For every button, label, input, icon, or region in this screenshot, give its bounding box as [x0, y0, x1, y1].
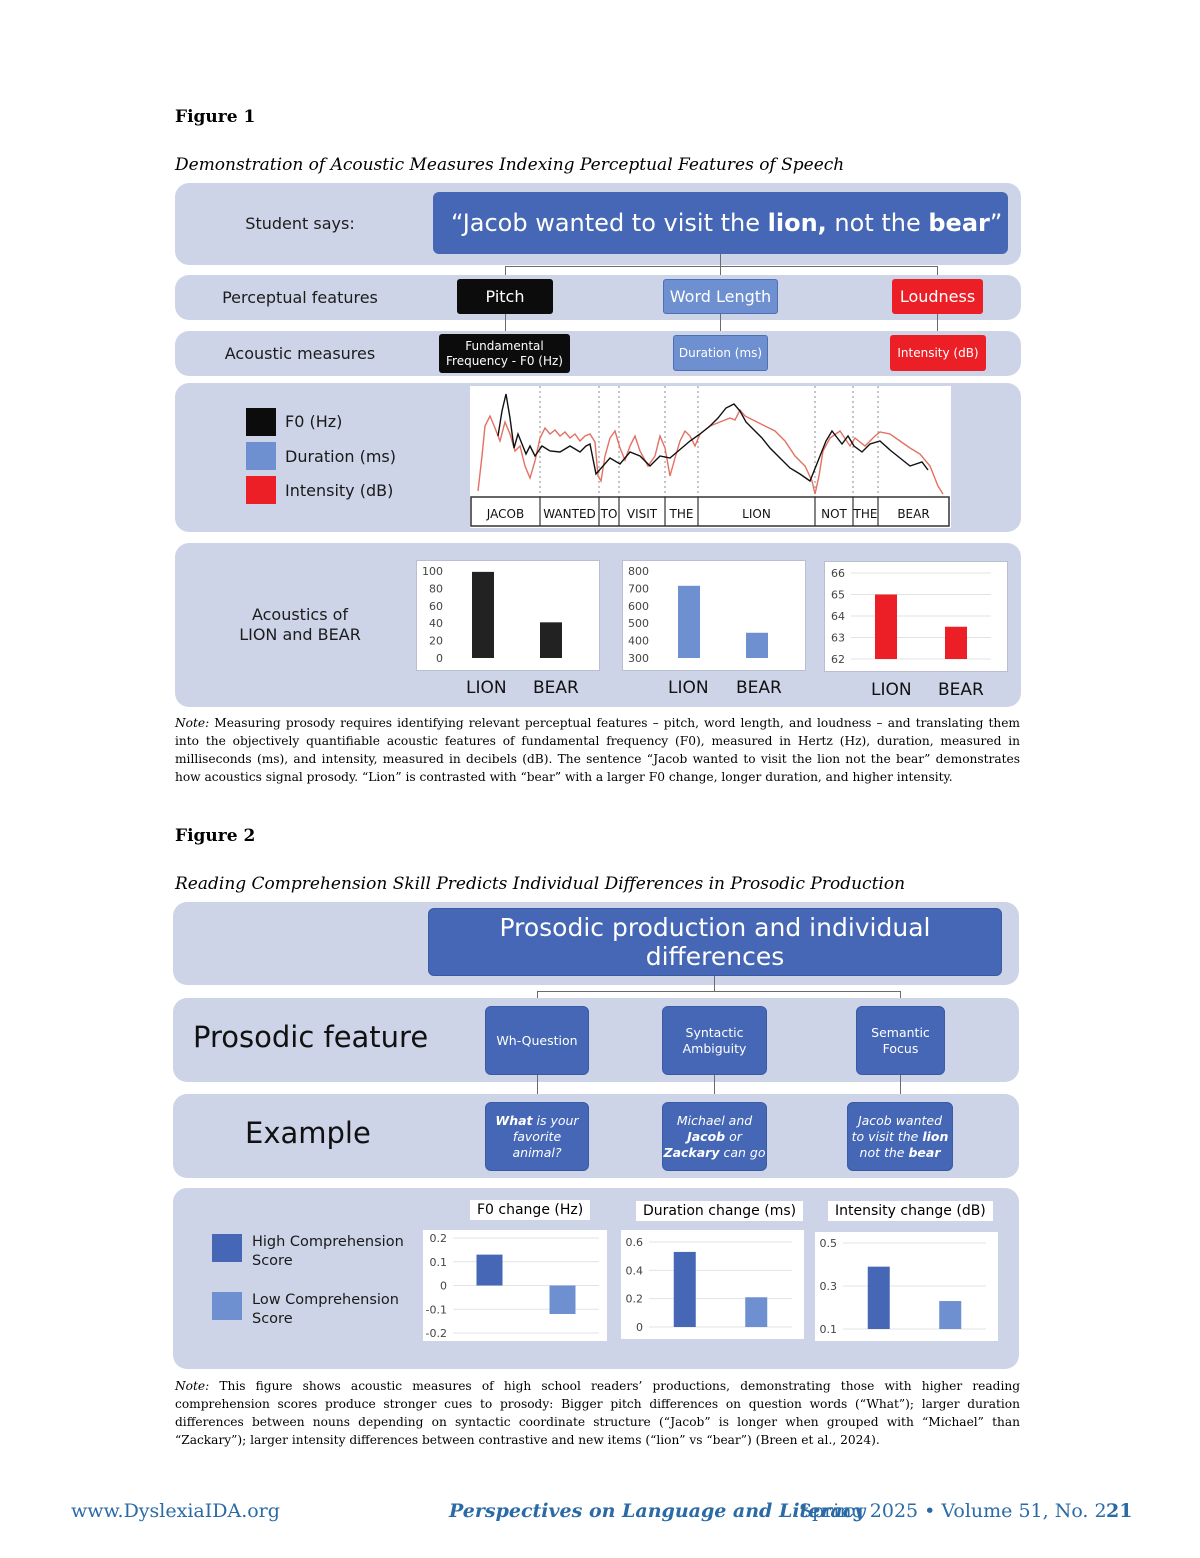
footer-website[interactable]: www.DyslexiaIDA.org [71, 1500, 280, 1522]
word-label: TO [600, 507, 618, 521]
intensity-measure-box: Intensity (dB) [890, 335, 986, 371]
example-0-part [495, 1113, 578, 1161]
bar-low-comprehension-score [939, 1301, 961, 1329]
y-tick-label: 600 [628, 599, 649, 613]
f0-category-bear: BEAR [533, 678, 579, 698]
y-tick-label: 400 [628, 634, 649, 648]
note-lead: Note: [175, 716, 210, 730]
word-label: JACOB [486, 507, 525, 521]
connector [537, 991, 901, 992]
word-label: THE [853, 507, 878, 521]
semantic-focus-box: Semantic Focus [856, 1006, 945, 1075]
y-tick-label: 66 [831, 567, 845, 580]
bar-low-comprehension-score [745, 1297, 767, 1327]
word-label: THE [669, 507, 694, 521]
example-text-part: Michael and [676, 1112, 753, 1128]
y-tick-label: 0.3 [819, 1280, 837, 1293]
duration-bar-chart [623, 561, 805, 670]
duration-change-title: Duration change (ms) [636, 1201, 803, 1221]
y-tick-label: 65 [831, 588, 845, 602]
y-tick-label: 20 [429, 634, 443, 648]
duration-bar-panel [622, 560, 806, 671]
bar-bear [540, 622, 562, 658]
example-text-part: or [729, 1128, 742, 1144]
legend-swatch-duration [246, 442, 276, 470]
y-tick-label: 0.2 [429, 1232, 447, 1245]
y-tick-label: 40 [429, 617, 443, 631]
f0-category-lion: LION [466, 678, 507, 698]
intensity-change-title: Intensity change (dB) [828, 1201, 993, 1221]
f0-change-chart [423, 1230, 607, 1341]
prosody-contour-chart [470, 386, 951, 528]
f0-change-title: F0 change (Hz) [470, 1200, 590, 1220]
quote-word-bear: bear [928, 209, 990, 237]
y-tick-label: 0.6 [625, 1236, 643, 1249]
bar-bear [746, 633, 768, 658]
example-text-part: lion [922, 1128, 949, 1144]
y-tick-label: 0 [440, 1279, 447, 1293]
duration-change-panel [621, 1230, 804, 1339]
perceptual-label: Perceptual features [222, 288, 378, 307]
bar-bear [945, 627, 967, 659]
student-says-label: Student says: [245, 214, 355, 233]
y-tick-label: 62 [831, 653, 845, 666]
figure-2-note [175, 1377, 1020, 1449]
example-text-part: What [495, 1112, 533, 1128]
note-lead: Note: [175, 1379, 210, 1393]
syntactic-ambiguity-box: Syntactic Ambiguity [662, 1006, 767, 1075]
figure-2-title: Reading Comprehension Skill Predicts Individual Differences in Prosodic Production [175, 874, 906, 894]
legend-swatch-high [212, 1234, 242, 1262]
y-tick-label: 100 [422, 565, 443, 578]
example-text-part: can go [719, 1144, 766, 1160]
y-tick-label: 63 [831, 631, 845, 645]
word-length-box: Word Length [663, 279, 778, 314]
bar-lion [875, 595, 897, 660]
header-box: Prosodic production and individual differences [428, 908, 1002, 976]
quote-text-end: ” [989, 209, 1003, 237]
y-tick-label: 0.5 [819, 1237, 837, 1250]
y-tick-label: 800 [628, 565, 649, 578]
legend-label-low: Low Comprehension Score [252, 1292, 399, 1327]
bar-high-comprehension-score [477, 1255, 503, 1286]
bar-lion [678, 586, 700, 658]
intensity-change-chart [815, 1232, 998, 1341]
y-tick-label: 0.2 [625, 1292, 643, 1306]
legend-swatch-low [212, 1292, 242, 1320]
example-text-part: Zackary [663, 1144, 720, 1160]
bar-high-comprehension-score [868, 1267, 890, 1329]
y-tick-label: 80 [429, 582, 443, 596]
figure-2-label: Figure 2 [175, 826, 256, 846]
y-tick-label: 0 [636, 1321, 643, 1334]
word-label: VISIT [626, 507, 658, 521]
figure-1-note [175, 714, 1020, 786]
figure-1-label: Figure 1 [175, 107, 256, 127]
connector [505, 266, 938, 267]
example-text-part: bear [908, 1144, 941, 1160]
y-tick-label: 0.1 [429, 1255, 447, 1269]
intensity-bar-chart [825, 562, 1007, 671]
example-text-part: is your favorite animal? [512, 1112, 579, 1160]
loudness-box: Loudness [892, 279, 983, 314]
y-tick-label: 0.4 [625, 1264, 643, 1278]
y-tick-label: 700 [628, 582, 649, 596]
duration-category-bear: BEAR [736, 678, 782, 698]
example-1-part [664, 1113, 766, 1161]
note-text: This figure shows acoustic measures of high school readers’ productions, demonstrating those with higher reading comprehension scores produce stronger cues to prosody: Bigger pitch differences on question words (“What”); larger duration differences between nouns depending on syntactic coordinate structure (“Jacob” is longer when grouped with “Michael” than “Zackary”); larger intensity differences between contrastive and new items (“lion” vs “bear”) (Breen et al., 2024). [175, 1379, 1020, 1447]
example-syntactic-ambiguity [662, 1102, 767, 1171]
legend-label-intensity: Intensity (dB) [285, 481, 394, 500]
f0-bar-panel [416, 560, 600, 671]
y-tick-label: -0.1 [425, 1303, 447, 1317]
y-tick-label: 300 [628, 652, 649, 665]
example-wh-question [485, 1102, 589, 1171]
intensity-change-panel [815, 1232, 998, 1341]
duration-category-lion: LION [668, 678, 709, 698]
intensity-category-bear: BEAR [938, 680, 984, 700]
bar-low-comprehension-score [550, 1286, 576, 1315]
wh-question-box: Wh-Question [485, 1006, 589, 1075]
example-label: Example [245, 1116, 371, 1150]
figure-1-title: Demonstration of Acoustic Measures Indexing Perceptual Features of Speech [175, 155, 845, 175]
footer-page-number: 21 [1106, 1500, 1133, 1522]
note-text: Measuring prosody requires identifying relevant perceptual features – pitch, word length, and loudness – and translating them into the objectively quantifiable acoustic features of fundamental frequency (F0), measured in Hertz (Hz), duration, measured in milliseconds (ms), and intensity, measured in decibels (dB). The sentence “Jacob wanted to visit the lion not the bear” demonstrates how acoustics signal prosody. “Lion” is contrasted with “bear” with a larger F0 change, longer duration, and higher intensity. [175, 716, 1020, 784]
f0-change-panel [423, 1230, 607, 1341]
word-label: LION [742, 507, 771, 521]
y-tick-label: 60 [429, 599, 443, 613]
y-tick-label: 64 [831, 610, 845, 623]
footer-journal: Perspectives on Language and Literacy [449, 1500, 866, 1522]
legend-label-f0: F0 (Hz) [285, 412, 343, 431]
y-tick-label: 0.1 [819, 1323, 837, 1336]
footer-issue: Spring 2025 • Volume 51, No. 2 [799, 1500, 1107, 1522]
word-label: NOT [821, 507, 847, 521]
example-text-part: Jacob wanted to visit the [851, 1112, 943, 1144]
word-label: WANTED [543, 507, 596, 521]
duration-change-chart [621, 1230, 804, 1339]
y-tick-label: 500 [628, 617, 649, 631]
prosodic-feature-label: Prosodic feature [193, 1020, 429, 1054]
intensity-category-lion: LION [871, 680, 912, 700]
quote-text-mid: not the [826, 209, 929, 237]
lion-bear-label: Acoustics of LION and BEAR [239, 605, 361, 644]
example-text-part: Jacob [687, 1128, 726, 1144]
f0-bar-chart [417, 561, 599, 670]
example-2-part [852, 1113, 949, 1161]
example-text-part: not the [859, 1144, 905, 1160]
intensity-bar-panel [824, 561, 1008, 672]
duration-measure-box: Duration (ms) [673, 335, 768, 371]
acoustic-label: Acoustic measures [224, 344, 376, 363]
student-quote-box [433, 192, 1008, 254]
word-label: BEAR [897, 507, 930, 521]
y-tick-label: -0.2 [425, 1327, 447, 1340]
quote-text-pre: “Jacob wanted to visit the [451, 209, 768, 237]
f0-measure-box: Fundamental Frequency - F0 (Hz) [439, 334, 570, 373]
legend-label-high: High Comprehension Score [252, 1234, 404, 1269]
quote-word-lion: lion, [767, 209, 827, 237]
bar-lion [472, 572, 494, 658]
example-semantic-focus [847, 1102, 953, 1171]
pitch-box: Pitch [457, 279, 553, 314]
connector [714, 976, 715, 992]
legend-swatch-intensity [246, 476, 276, 504]
legend-label-duration: Duration (ms) [285, 447, 396, 466]
legend-swatch-f0 [246, 408, 276, 436]
y-tick-label: 0 [436, 652, 443, 665]
bar-high-comprehension-score [674, 1252, 696, 1327]
